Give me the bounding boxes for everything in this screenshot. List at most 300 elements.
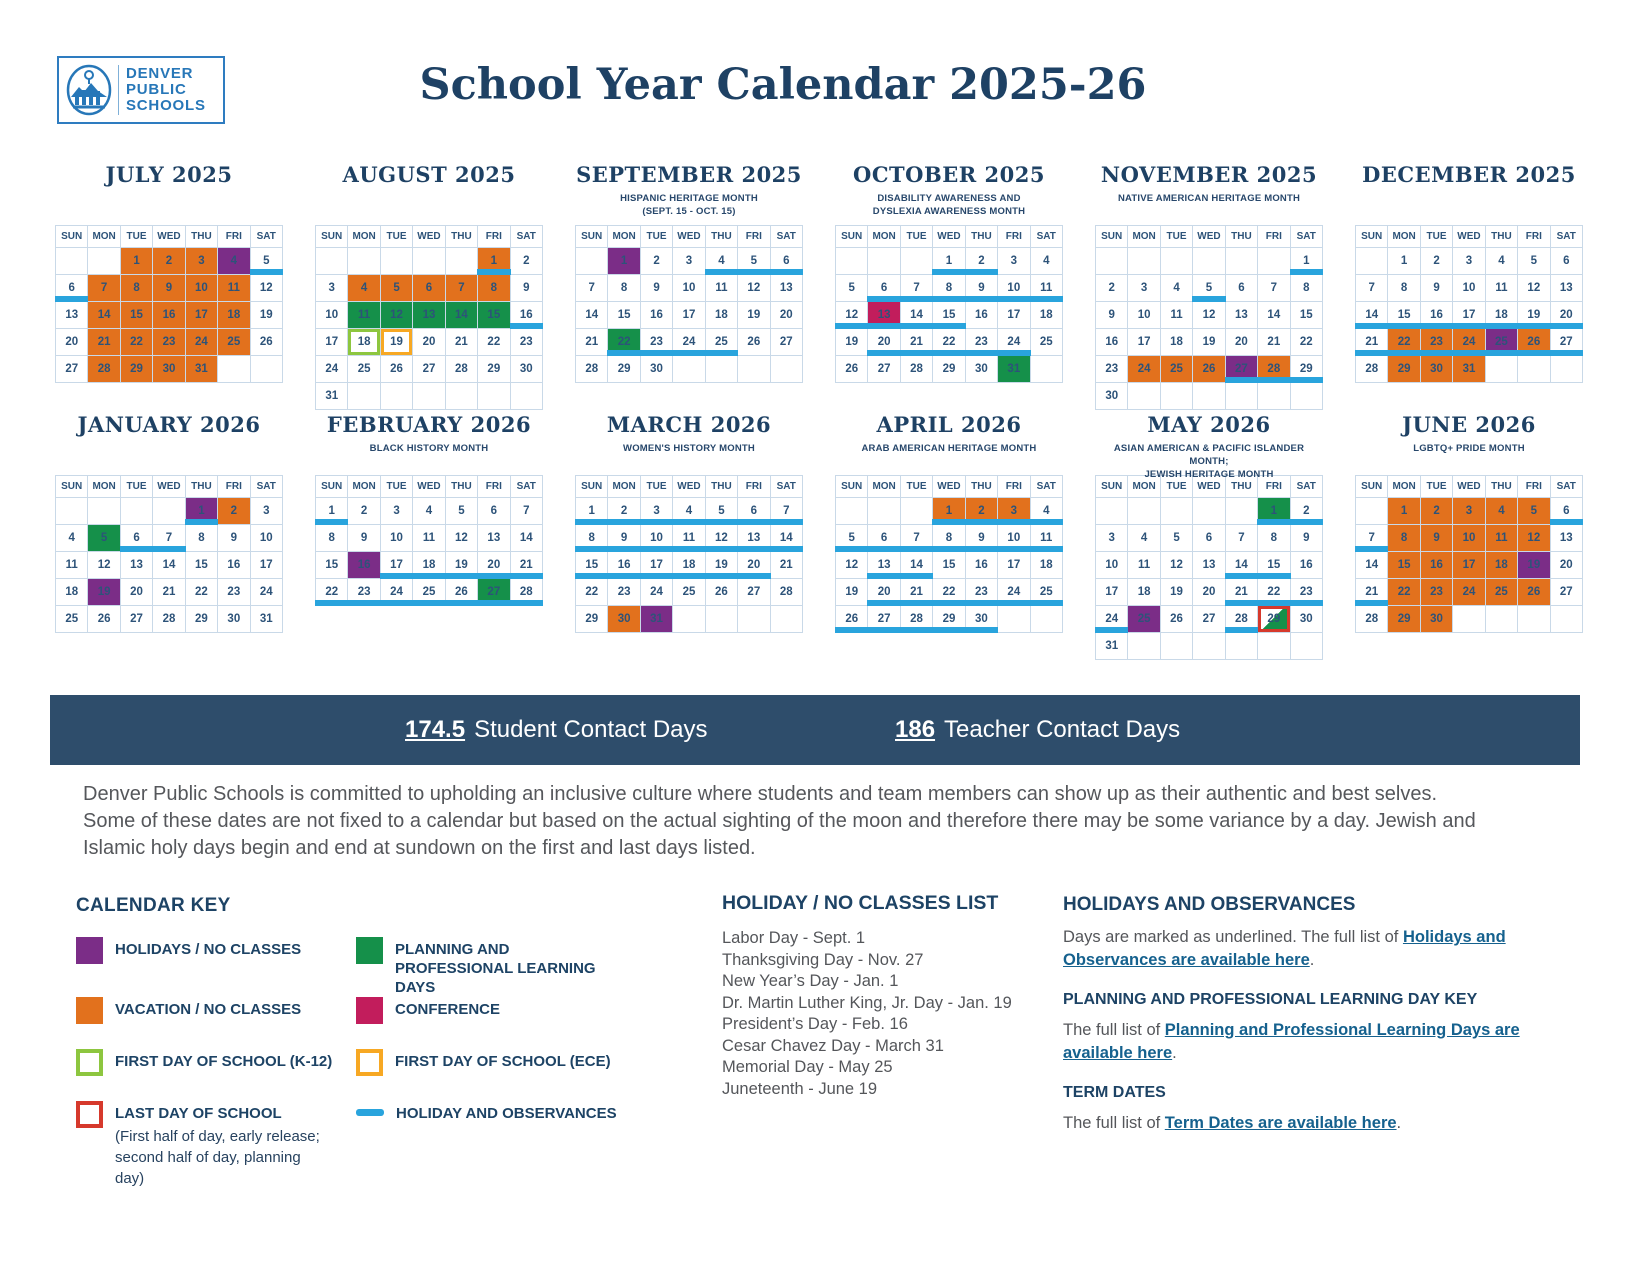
- observance-underline: [1485, 323, 1518, 329]
- day-15: 15: [1290, 302, 1322, 329]
- day-27: 27: [478, 579, 510, 606]
- day-1: 1: [933, 498, 965, 525]
- day-25: 25: [1485, 579, 1517, 606]
- observance-underline: [835, 627, 868, 633]
- day-30: 30: [1290, 606, 1322, 633]
- observance-underline: [575, 519, 608, 525]
- observance-underline: [900, 600, 933, 606]
- observance-underline: [640, 573, 673, 579]
- month-header: [315, 155, 543, 225]
- day-24: 24: [640, 579, 672, 606]
- observance-underline: [770, 269, 803, 275]
- day-24: 24: [1096, 606, 1128, 633]
- day-30: 30: [608, 606, 640, 633]
- weekday-header: FRI: [1258, 476, 1290, 498]
- weekday-header: TUE: [1420, 226, 1452, 248]
- day-7: 7: [576, 275, 608, 302]
- day-4: 4: [218, 248, 250, 275]
- day-16: 16: [965, 552, 997, 579]
- holiday-list-item: Cesar Chavez Day - March 31: [722, 1036, 944, 1055]
- day-21: 21: [1356, 329, 1388, 356]
- key-label: VACATION / NO CLASSES: [115, 1001, 302, 1018]
- month-august-2025: [315, 155, 543, 410]
- day-11: 11: [673, 525, 705, 552]
- month-subtitle: BLACK HISTORY MONTH: [369, 443, 489, 454]
- day-23: 23: [965, 329, 997, 356]
- day-23: 23: [1420, 329, 1452, 356]
- empty-cell: [836, 498, 868, 525]
- key-note: (First half of day, early release; second half of day, planning day): [115, 1128, 320, 1187]
- day-23: 23: [510, 329, 542, 356]
- day-27: 27: [120, 606, 152, 633]
- observance-underline: [997, 600, 1030, 606]
- month-header: [575, 405, 803, 475]
- weekday-header: WED: [933, 476, 965, 498]
- observance-underline: [705, 546, 738, 552]
- month-header: [1355, 405, 1583, 475]
- day-10: 10: [1128, 302, 1160, 329]
- day-18: 18: [1030, 552, 1062, 579]
- day-23: 23: [1420, 579, 1452, 606]
- day-8: 8: [1388, 525, 1420, 552]
- observance-underline: [1192, 296, 1225, 302]
- day-10: 10: [380, 525, 412, 552]
- holiday-no-classes-list: [722, 892, 1052, 1100]
- empty-cell: [1128, 248, 1160, 275]
- observance-underline: [477, 600, 510, 606]
- day-30: 30: [510, 356, 542, 383]
- day-27: 27: [1550, 579, 1582, 606]
- day-9: 9: [965, 275, 997, 302]
- day-9: 9: [153, 275, 185, 302]
- day-21: 21: [576, 329, 608, 356]
- day-17: 17: [1453, 552, 1485, 579]
- day-1: 1: [185, 498, 217, 525]
- observance-underline: [737, 269, 770, 275]
- day-9: 9: [608, 525, 640, 552]
- month-header: [835, 405, 1063, 475]
- observance-underline: [412, 600, 445, 606]
- weekday-header: MON: [868, 226, 900, 248]
- weekday-header: WED: [413, 226, 445, 248]
- weekday-header: FRI: [218, 226, 250, 248]
- day-15: 15: [933, 552, 965, 579]
- day-20: 20: [1550, 552, 1582, 579]
- day-6: 6: [1550, 498, 1582, 525]
- weekday-header: MON: [868, 476, 900, 498]
- month-table: [1355, 475, 1583, 633]
- day-7: 7: [1356, 525, 1388, 552]
- empty-cell: [1128, 498, 1160, 525]
- observance-underline: [1550, 519, 1583, 525]
- day-1: 1: [576, 498, 608, 525]
- day-8: 8: [933, 525, 965, 552]
- month-april-2026: [835, 405, 1063, 660]
- weekday-header: FRI: [218, 476, 250, 498]
- day-25: 25: [218, 329, 250, 356]
- key-item: [356, 1049, 676, 1101]
- key-grid: [76, 937, 696, 1189]
- info-link[interactable]: Term Dates are available here: [1164, 1114, 1397, 1132]
- day-28: 28: [445, 356, 477, 383]
- day-16: 16: [1290, 552, 1322, 579]
- legend-swatch-fill: [356, 937, 383, 964]
- empty-cell: [1485, 356, 1517, 383]
- observance-underline: [607, 546, 640, 552]
- day-31: 31: [1453, 356, 1485, 383]
- month-title: DECEMBER 2025: [1362, 162, 1576, 187]
- day-7: 7: [900, 275, 932, 302]
- day-10: 10: [673, 275, 705, 302]
- observance-underline: [867, 323, 900, 329]
- day-1: 1: [1388, 248, 1420, 275]
- day-15: 15: [1258, 552, 1290, 579]
- key-item: [76, 1101, 356, 1189]
- observance-underline: [1257, 573, 1290, 579]
- observance-underline: [672, 573, 705, 579]
- day-1: 1: [1258, 498, 1290, 525]
- empty-cell: [1225, 498, 1257, 525]
- day-11: 11: [1160, 302, 1192, 329]
- observance-underline: [1355, 350, 1388, 356]
- day-17: 17: [185, 302, 217, 329]
- day-5: 5: [705, 498, 737, 525]
- day-13: 13: [478, 525, 510, 552]
- day-7: 7: [900, 525, 932, 552]
- empty-cell: [1030, 356, 1062, 383]
- day-13: 13: [770, 275, 802, 302]
- observance-underline: [445, 600, 478, 606]
- day-22: 22: [1258, 579, 1290, 606]
- info-link[interactable]: Planning and Professional Learning Days are available here: [1063, 1021, 1520, 1062]
- weekday-header: SAT: [770, 476, 802, 498]
- weekday-header: FRI: [738, 476, 770, 498]
- empty-cell: [673, 356, 705, 383]
- day-23: 23: [218, 579, 250, 606]
- observance-underline: [867, 350, 900, 356]
- weekday-header: MON: [1128, 226, 1160, 248]
- day-29: 29: [1258, 606, 1290, 633]
- day-22: 22: [185, 579, 217, 606]
- day-19: 19: [445, 552, 477, 579]
- observance-underline: [120, 546, 153, 552]
- observance-underline: [835, 323, 868, 329]
- day-19: 19: [1518, 302, 1550, 329]
- key-item: [356, 997, 676, 1049]
- observance-underline: [412, 573, 445, 579]
- day-22: 22: [933, 579, 965, 606]
- weekday-header: MON: [1128, 476, 1160, 498]
- observance-underline: [1452, 350, 1485, 356]
- day-2: 2: [608, 498, 640, 525]
- day-16: 16: [1420, 302, 1452, 329]
- day-21: 21: [1225, 579, 1257, 606]
- weekday-header: WED: [1453, 226, 1485, 248]
- holiday-list-item: Thanksgiving Day - Nov. 27: [722, 950, 924, 969]
- key-label: HOLIDAYS / NO CLASSES: [115, 941, 302, 958]
- month-table: [835, 475, 1063, 633]
- day-2: 2: [965, 498, 997, 525]
- month-november-2025: [1095, 155, 1323, 410]
- day-13: 13: [868, 552, 900, 579]
- calendar-key: [76, 895, 696, 1189]
- weekday-header: SUN: [1356, 476, 1388, 498]
- day-30: 30: [640, 356, 672, 383]
- weekday-header: FRI: [478, 226, 510, 248]
- day-26: 26: [836, 356, 868, 383]
- observance-underline: [250, 269, 283, 275]
- empty-cell: [1518, 606, 1550, 633]
- day-23: 23: [153, 329, 185, 356]
- day-27: 27: [1225, 356, 1257, 383]
- day-27: 27: [868, 606, 900, 633]
- observance-underline: [965, 627, 998, 633]
- empty-cell: [1356, 498, 1388, 525]
- day-16: 16: [153, 302, 185, 329]
- day-15: 15: [608, 302, 640, 329]
- month-subtitle: ASIAN AMERICAN & PACIFIC ISLANDER MONTH; JEWISH HERITAGE MONTH: [1113, 443, 1305, 480]
- day-28: 28: [1258, 356, 1290, 383]
- weekday-header: TUE: [900, 226, 932, 248]
- page-title: School Year Calendar 2025-26: [419, 60, 1147, 110]
- day-3: 3: [1096, 525, 1128, 552]
- day-2: 2: [348, 498, 380, 525]
- day-17: 17: [998, 302, 1030, 329]
- day-22: 22: [1388, 579, 1420, 606]
- observance-underline: [510, 323, 543, 329]
- day-30: 30: [1420, 356, 1452, 383]
- month-title: OCTOBER 2025: [853, 162, 1045, 187]
- day-10: 10: [998, 275, 1030, 302]
- empty-cell: [705, 606, 737, 633]
- day-13: 13: [1550, 525, 1582, 552]
- month-subtitle: ARAB AMERICAN HERITAGE MONTH: [861, 443, 1037, 454]
- weekday-header: TUE: [1420, 476, 1452, 498]
- empty-cell: [1160, 498, 1192, 525]
- logo-line-1: DENVER: [126, 65, 194, 82]
- months-row-2: [55, 405, 1585, 660]
- day-10: 10: [1453, 525, 1485, 552]
- key-label: FIRST DAY OF SCHOOL (K-12): [115, 1053, 333, 1070]
- observance-underline: [1355, 323, 1388, 329]
- day-14: 14: [510, 525, 542, 552]
- observance-underline: [445, 573, 478, 579]
- key-item: [76, 937, 356, 997]
- observance-underline: [1257, 600, 1290, 606]
- observance-underline: [965, 269, 998, 275]
- day-17: 17: [998, 552, 1030, 579]
- day-16: 16: [640, 302, 672, 329]
- empty-cell: [770, 606, 802, 633]
- day-28: 28: [1225, 606, 1257, 633]
- logo-line-2: PUBLIC: [126, 81, 187, 98]
- observance-underline: [672, 519, 705, 525]
- empty-cell: [380, 248, 412, 275]
- day-22: 22: [316, 579, 348, 606]
- logo-line-3: SCHOOLS: [126, 97, 206, 114]
- weekday-header: TUE: [380, 226, 412, 248]
- weekday-header: SUN: [1096, 226, 1128, 248]
- day-3: 3: [1453, 248, 1485, 275]
- day-17: 17: [1096, 579, 1128, 606]
- observance-underline: [1290, 377, 1323, 383]
- legend-swatch-fill: [356, 997, 383, 1024]
- day-7: 7: [153, 525, 185, 552]
- weekday-header: SAT: [250, 476, 282, 498]
- key-item: [356, 1101, 676, 1189]
- observance-underline: [900, 627, 933, 633]
- observance-underline: [705, 269, 738, 275]
- day-17: 17: [1453, 302, 1485, 329]
- weekday-header: WED: [1453, 476, 1485, 498]
- empty-cell: [673, 606, 705, 633]
- day-8: 8: [316, 525, 348, 552]
- day-18: 18: [1030, 302, 1062, 329]
- empty-cell: [1258, 248, 1290, 275]
- month-header: [835, 155, 1063, 225]
- observance-underline: [867, 296, 900, 302]
- month-header: [575, 155, 803, 225]
- observance-underline: [835, 546, 868, 552]
- month-title: SEPTEMBER 2025: [576, 162, 802, 187]
- day-4: 4: [1030, 248, 1062, 275]
- day-8: 8: [1290, 275, 1322, 302]
- day-28: 28: [770, 579, 802, 606]
- day-12: 12: [1160, 552, 1192, 579]
- day-6: 6: [120, 525, 152, 552]
- day-7: 7: [445, 275, 477, 302]
- day-10: 10: [316, 302, 348, 329]
- observance-underline: [315, 600, 348, 606]
- holiday-list-item: Dr. Martin Luther King, Jr. Day - Jan. 19: [722, 993, 1012, 1012]
- day-21: 21: [900, 329, 932, 356]
- observance-underline: [900, 546, 933, 552]
- day-19: 19: [738, 302, 770, 329]
- day-27: 27: [770, 329, 802, 356]
- day-2: 2: [1290, 498, 1322, 525]
- day-26: 26: [445, 579, 477, 606]
- observance-underline: [640, 350, 673, 356]
- day-12: 12: [836, 552, 868, 579]
- months-row-1: [55, 155, 1585, 410]
- info-link[interactable]: Holidays and Observances are available here: [1063, 928, 1506, 969]
- day-20: 20: [120, 579, 152, 606]
- day-11: 11: [413, 525, 445, 552]
- observance-underline: [1257, 519, 1290, 525]
- day-20: 20: [413, 329, 445, 356]
- day-21: 21: [153, 579, 185, 606]
- day-24: 24: [185, 329, 217, 356]
- day-1: 1: [933, 248, 965, 275]
- day-5: 5: [836, 525, 868, 552]
- observance-underline: [932, 546, 965, 552]
- day-5: 5: [1518, 498, 1550, 525]
- observance-underline: [997, 546, 1030, 552]
- day-12: 12: [1518, 275, 1550, 302]
- day-20: 20: [738, 552, 770, 579]
- month-title: MARCH 2026: [606, 412, 772, 437]
- observance-underline: [932, 519, 965, 525]
- month-table: [575, 475, 803, 633]
- weekday-header: THU: [705, 226, 737, 248]
- day-2: 2: [1096, 275, 1128, 302]
- observance-underline: [1225, 377, 1258, 383]
- day-4: 4: [673, 498, 705, 525]
- day-9: 9: [218, 525, 250, 552]
- day-19: 19: [705, 552, 737, 579]
- day-24: 24: [250, 579, 282, 606]
- day-22: 22: [120, 329, 152, 356]
- weekday-header: SUN: [1096, 476, 1128, 498]
- day-26: 26: [705, 579, 737, 606]
- observance-underline: [185, 519, 218, 525]
- day-3: 3: [998, 498, 1030, 525]
- day-18: 18: [673, 552, 705, 579]
- day-19: 19: [88, 579, 120, 606]
- day-12: 12: [380, 302, 412, 329]
- day-16: 16: [965, 302, 997, 329]
- weekday-header: THU: [1225, 476, 1257, 498]
- weekday-header: MON: [608, 476, 640, 498]
- day-27: 27: [413, 356, 445, 383]
- empty-cell: [88, 498, 120, 525]
- month-table: [55, 225, 283, 383]
- day-4: 4: [1128, 525, 1160, 552]
- info-section-title: HOLIDAYS AND OBSERVANCES: [1063, 894, 1356, 915]
- day-4: 4: [1485, 498, 1517, 525]
- weekday-header: WED: [153, 226, 185, 248]
- day-3: 3: [316, 275, 348, 302]
- empty-cell: [56, 248, 88, 275]
- day-29: 29: [576, 606, 608, 633]
- empty-cell: [868, 248, 900, 275]
- observance-underline: [997, 350, 1030, 356]
- day-9: 9: [965, 525, 997, 552]
- day-9: 9: [1096, 302, 1128, 329]
- weekday-header: TUE: [640, 476, 672, 498]
- day-7: 7: [1225, 525, 1257, 552]
- month-table: [315, 475, 543, 606]
- day-11: 11: [348, 302, 380, 329]
- day-11: 11: [218, 275, 250, 302]
- observance-underline: [1095, 627, 1128, 633]
- day-31: 31: [250, 606, 282, 633]
- observance-underline: [477, 269, 510, 275]
- observance-underline: [672, 546, 705, 552]
- day-9: 9: [1420, 525, 1452, 552]
- day-7: 7: [88, 275, 120, 302]
- day-3: 3: [250, 498, 282, 525]
- month-title: NOVEMBER 2025: [1100, 162, 1318, 187]
- empty-cell: [1453, 606, 1485, 633]
- empty-cell: [218, 356, 250, 383]
- month-table: [1095, 225, 1323, 410]
- day-14: 14: [153, 552, 185, 579]
- day-12: 12: [705, 525, 737, 552]
- day-25: 25: [56, 606, 88, 633]
- day-7: 7: [1258, 275, 1290, 302]
- empty-cell: [413, 248, 445, 275]
- day-1: 1: [1388, 498, 1420, 525]
- day-10: 10: [185, 275, 217, 302]
- day-16: 16: [510, 302, 542, 329]
- observance-underline: [1225, 627, 1258, 633]
- weekday-header: TUE: [380, 476, 412, 498]
- info-section-body: Days are marked as underlined. The full list of Holidays and Observances are available here.: [1063, 928, 1506, 969]
- weekday-header: THU: [185, 476, 217, 498]
- empty-cell: [1290, 633, 1322, 660]
- day-29: 29: [1388, 356, 1420, 383]
